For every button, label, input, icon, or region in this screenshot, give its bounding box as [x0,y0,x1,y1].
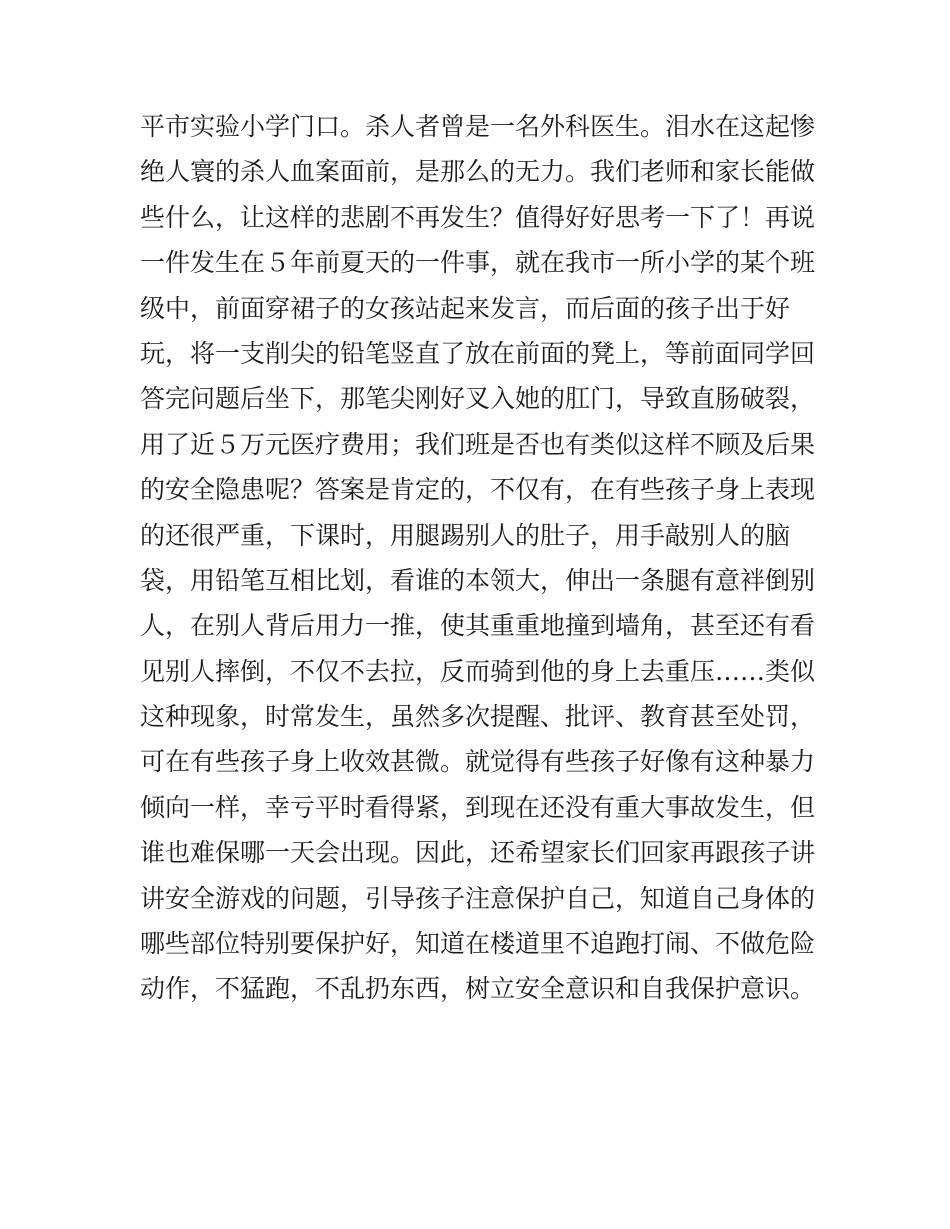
text-line: 动作，不猛跑，不乱扔东西，树立安全意识和自我保护意识。 [140,974,816,1004]
text-line: 的安全隐患呢？答案是肯定的，不仅有，在有些孩子身上表现 [140,475,816,505]
text-line: 绝人寰的杀人血案面前，是那么的无力。我们老师和家长能做 [140,157,816,187]
text-line: 答完问题后坐下，那笔尖刚好叉入她的肛门，导致直肠破裂， [140,384,816,414]
text-line: 可在有些孩子身上收效甚微。就觉得有些孩子好像有这种暴力 [140,747,816,777]
body-paragraph [140,104,820,1012]
text-line: 一件发生在５年前夏天的一件事，就在我市一所小学的某个班 [140,248,816,278]
text-line: 谁也难保哪一天会出现。因此，还希望家长们回家再跟孩子讲 [140,838,816,868]
text-line: 哪些部位特别要保护好，知道在楼道里不追跑打闹、不做危险 [140,929,816,959]
text-line: 用了近５万元医疗费用；我们班是否也有类似这样不顾及后果 [140,429,816,459]
text-line: 些什么，让这样的悲剧不再发生？值得好好思考一下了！再说 [140,202,816,232]
text-line: 人，在别人背后用力一推，使其重重地撞到墙角，甚至还有看 [140,611,816,641]
text-line: 讲安全游戏的问题，引导孩子注意保护自己，知道自己身体的 [140,883,816,913]
text-line: 袋，用铅笔互相比划，看谁的本领大，伸出一条腿有意袢倒别 [140,565,816,595]
text-line: 平市实验小学门口。杀人者曾是一名外科医生。泪水在这起惨 [140,112,816,141]
text-line: 的还很严重，下课时，用腿踢别人的肚子，用手敲别人的脑 [140,520,791,550]
text-line: 倾向一样，幸亏平时看得紧，到现在还没有重大事故发生，但 [140,792,816,822]
text-line: 级中，前面穿裙子的女孩站起来发言，而后面的孩子出于好 [140,293,791,323]
text-line: 这种现象，时常发生，虽然多次提醒、批评、教育甚至处罚， [140,702,816,732]
text-line: 见别人摔倒，不仅不去拉，反而骑到他的身上去重压……类似 [140,656,816,686]
text-line: 玩，将一支削尖的铅笔竖直了放在前面的凳上，等前面同学回 [140,338,816,368]
